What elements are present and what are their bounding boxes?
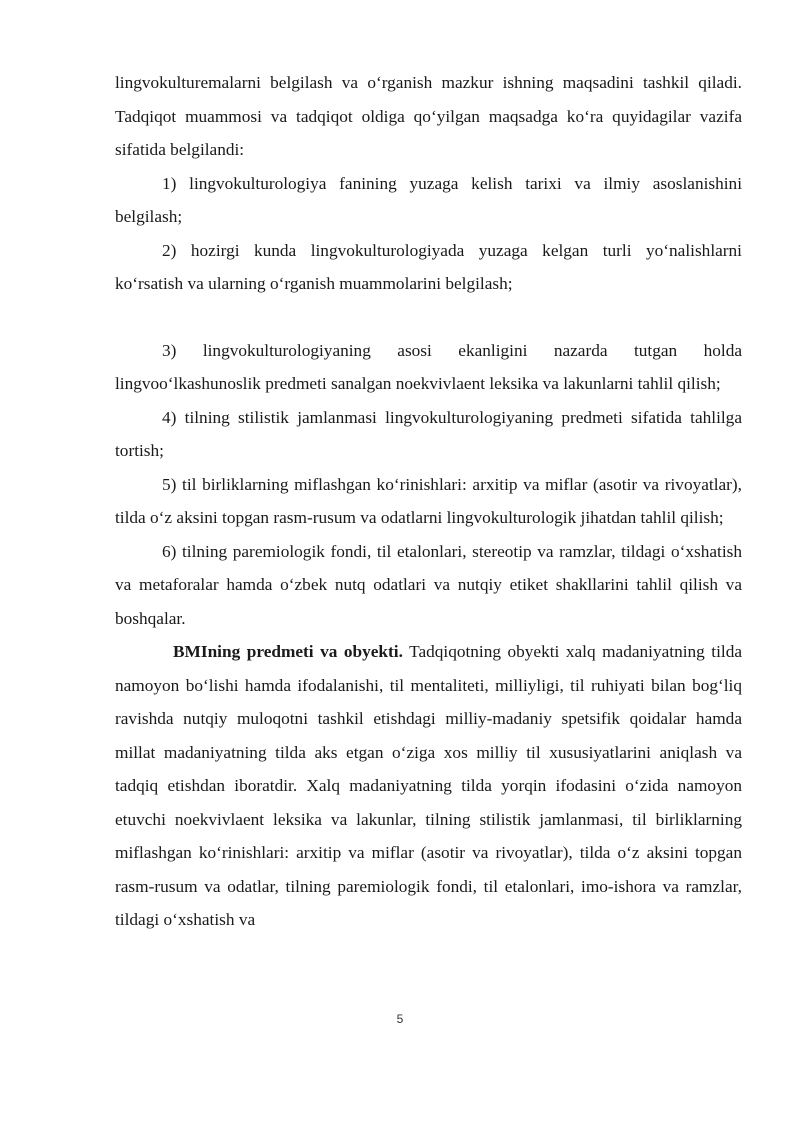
task-item-3: 3) lingvokulturologiyaning asosi ekanligini nazarda tutgan holda lingvoo‘lkashunoslik predmeti sanalgan noekvivlaent leksika va lakunlarni tahlil qilish; <box>115 340 742 393</box>
intro-paragraph: lingvokulturemalarni belgilash va o‘rganish mazkur ishning maqsadini tashkil qiladi. Tadqiqot muammosi va tadqiqot oldiga qo‘yilgan maqsadga ko‘ra quyidagilar vazifa sifatida belgilandi: <box>115 73 742 159</box>
task-item-1: 1) lingvokulturologiya fanining yuzaga kelish tarixi va ilmiy asoslanishini belgilash; <box>115 173 742 226</box>
task-item-6: 6) tilning paremiologik fondi, til etalonlari, stereotip va ramzlar, tildagi o‘xshatish va metaforalar hamda o‘zbek nutq odatlari va nutqiy etiket shakllarini tahlil qilish va boshqalar. <box>115 541 742 628</box>
task-item-4: 4) tilning stilistik jamlanmasi lingvokulturologiyaning predmeti sifatida tahlilga tortish; <box>115 407 742 460</box>
section-text: Tadqiqotning obyekti xalq madaniyatning tilda namoyon bo‘lishi hamda ifodalanishi, til mentaliteti, milliyligi, til ruhiyati bilan bog‘liq ravishda nutqiy muloqotni tashkil etishdagi milliy-madaniy spetsifik qoidalar hamda millat madaniyatning tilda aks etgan o‘ziga xos milliy til xususiyatlarini aniqlash va tadqiq etishdan iboratdir. Xalq madaniyatning tilda yorqin ifodasini o‘zida namoyon etuvchi noekvivlaent leksika va lakunlar, tilning stilistik jamlanmasi, til birliklarning miflashgan ko‘rinishlari: arxitip va miflar (asotir va rivoyatlar), tilda o‘z aksini topgan rasm-rusum va odatlar, tilning paremiologik fondi, til etalonlari, imo-ishora va ramzlar, tildagi o‘xshatish va <box>115 642 743 929</box>
page-number: 5 <box>396 1012 404 1026</box>
section-paragraph <box>115 635 742 937</box>
paragraph-gap <box>115 301 742 334</box>
document-page <box>115 66 742 937</box>
task-item-2: 2) hozirgi kunda lingvokulturologiyada yuzaga kelgan turli yo‘nalishlarni ko‘rsatish va ularning o‘rganish muammolarini belgilash; <box>115 240 742 293</box>
section-heading: BMIning predmeti va obyekti. <box>173 642 403 661</box>
task-item-5: 5) til birliklarning miflashgan ko‘rinishlari: arxitip va miflar (asotir va rivoyatlar), tilda o‘z aksini topgan rasm-rusum va odatlarni lingvokulturologik jihatdan tahlil qilish; <box>115 474 742 527</box>
